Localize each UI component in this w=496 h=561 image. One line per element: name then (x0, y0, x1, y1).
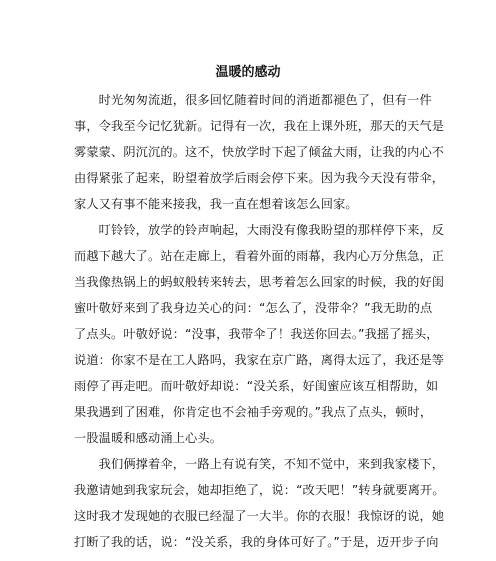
text-line: 雨停了再走吧。而叶敬妤却说：“没关系，好闺蜜应该互相帮助，如 (74, 379, 439, 393)
text-line: 由得紧张了起来，盼望着放学后雨会停下来。因为我今天没有带伞， (74, 171, 445, 185)
document-title: 温暖的感动 (215, 65, 281, 80)
text-line: 叮铃铃，放学的铃声响起，大雨没有像我盼望的那样停下来，反 (74, 223, 445, 237)
text-line: 我们俩撑着伞，一路上有说有笑，不知不觉中，来到我家楼下， (74, 457, 445, 471)
text-line: 这时我才发现她的衣服已经湿了一大半。你的衣服！我惊讶的说，她 (74, 509, 445, 523)
text-line: 时光匆匆流逝，很多回忆随着时间的消逝都褪色了，但有一件 (74, 93, 432, 107)
text-line: 家人又有事不能来接我，我一直在想着该怎么回家。 (74, 197, 358, 211)
text-line: 我邀请她到我家玩会，她却拒绝了，说：“改天吧！”转身就要离开。 (74, 483, 445, 497)
text-line: 而越下越大了。站在走廊上，看着外面的雨幕，我内心万分焦急，正 (74, 249, 445, 263)
text-line: 果我遇到了困难，你肯定也不会袖手旁观的。”我点了点头，顿时， (74, 405, 433, 419)
text-line: 打断了我的话，说：“没关系，我的身体可好了。”于是，迈开步子向 (74, 535, 439, 549)
text-line: 一股温暖和感动涌上心头。 (74, 431, 223, 445)
text-line: 说道：你家不是在工人路吗，我家在京广路，离得太远了，我还是等 (74, 353, 445, 367)
text-line: 蜜叶敬妤来到了我身边关心的问：“怎么了，没带伞？”我无助的点 (74, 301, 433, 315)
text-line: 了点头。叶敬妤说：“没事，我带伞了！我送你回去。”我摇了摇头， (74, 327, 439, 341)
text-line: 雾蒙蒙、阴沉沉的。这不，快放学时下起了倾盆大雨，让我的内心不 (74, 145, 445, 159)
text-line: 事，令我至今记忆犹新。记得有一次，我在上课外班，那天的天气是 (74, 119, 445, 133)
text-line: 当我像热锅上的蚂蚁般转来转去，思考着怎么回家的时候，我的好闺 (74, 275, 445, 289)
